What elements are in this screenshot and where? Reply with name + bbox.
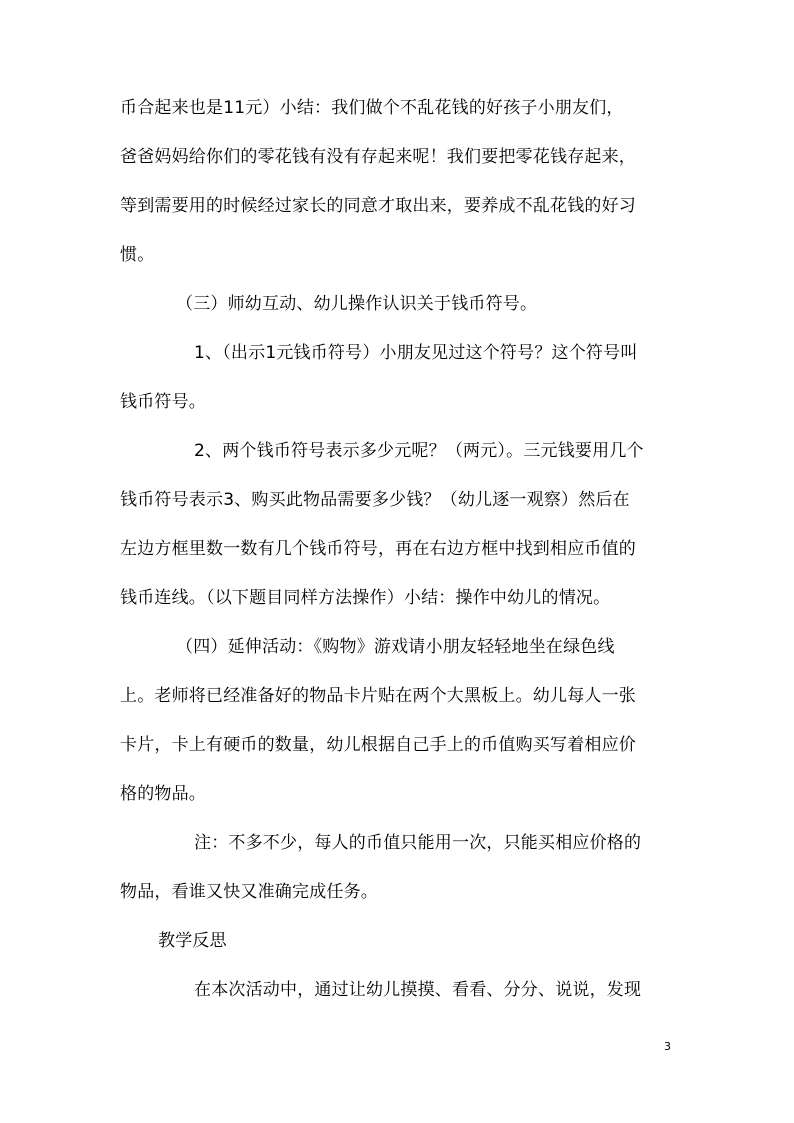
text-line: 钱币符号。 <box>120 392 206 412</box>
text-line: 左边方框里数一数有几个钱币符号，再在右边方框中找到相应币值的 <box>120 539 636 559</box>
text-line: 注：不多不少，每人的币值只能用一次，只能买相应价格的 <box>194 833 642 853</box>
page-number: 3 <box>664 1040 671 1053</box>
text-line: 格的物品。 <box>120 784 206 804</box>
text-line: 在本次活动中，通过让幼儿摸摸、看看、分分、说说，发现 <box>194 980 642 1000</box>
text-line: 等到需要用的时候经过家长的同意才取出来，要养成不乱花钱的好习 <box>120 196 636 216</box>
section-heading: （四）延伸活动：《购物》游戏请小朋友轻轻地坐在绿色线 <box>176 637 615 657</box>
text-line: 卡片，卡上有硬币的数量，幼儿根据自己手上的币值购买写着相应价 <box>120 735 636 755</box>
text-line: 上。老师将已经准备好的物品卡片贴在两个大黑板上。幼儿每人一张 <box>120 686 636 706</box>
text-line: 钱币符号表示3、购买此物品需要多少钱？（幼儿逐一观察）然后在 <box>120 490 630 510</box>
text-line: 2、两个钱币符号表示多少元呢？（两元）。三元钱要用几个 <box>194 441 644 461</box>
section-title: 教学反思 <box>158 931 227 951</box>
text-line: 币合起来也是11元）小结：我们做个不乱花钱的好孩子小朋友们， <box>120 98 624 118</box>
text-line: 钱币连线。（以下题目同样方法操作）小结：操作中幼儿的情况。 <box>120 588 611 608</box>
section-heading: （三）师幼互动、幼儿操作认识关于钱币符号。 <box>176 294 538 314</box>
text-line: 物品，看谁又快又准确完成任务。 <box>120 882 378 902</box>
text-line: 惯。 <box>120 245 155 265</box>
text-line: 爸爸妈妈给你们的零花钱有没有存起来呢！我们要把零花钱存起来， <box>120 147 636 167</box>
text-line: 1、（出示1元钱币符号）小朋友见过这个符号？这个符号叫 <box>194 343 638 363</box>
